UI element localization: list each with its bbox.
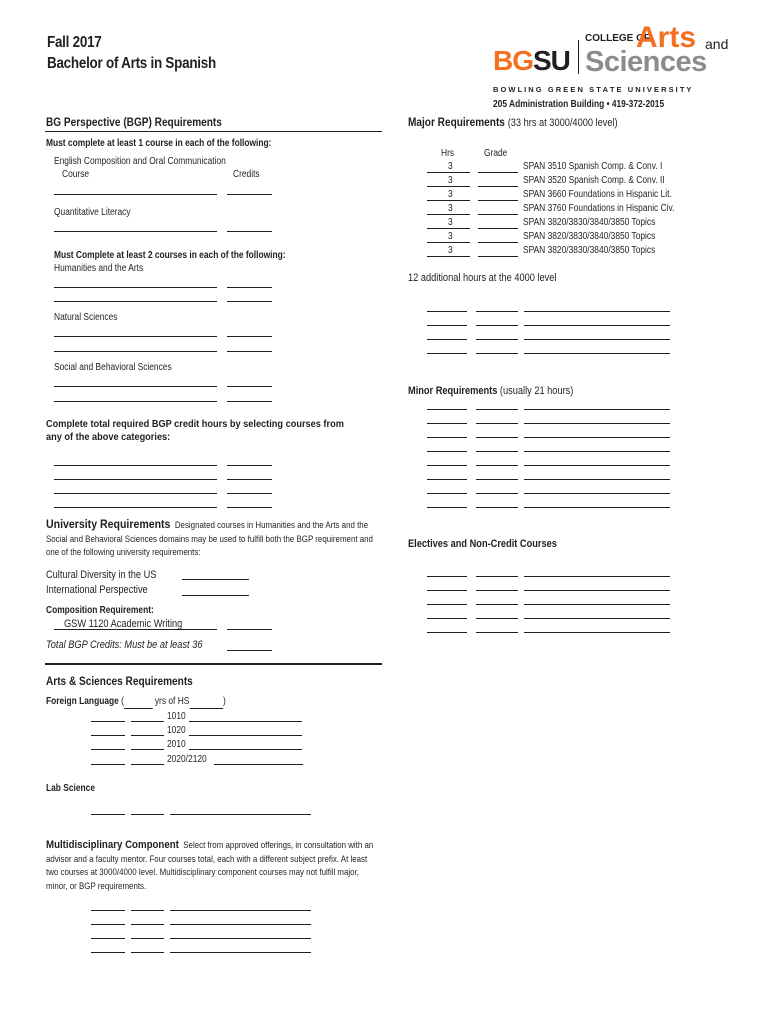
international-field[interactable] xyxy=(182,595,249,596)
elective-hrs-field[interactable] xyxy=(427,632,467,633)
foreign-language-label: Foreign Language xyxy=(46,696,119,707)
fl-field[interactable] xyxy=(131,735,164,736)
major-4000-grade-field[interactable] xyxy=(476,353,518,354)
yrs-hs-label: yrs of HS xyxy=(154,696,190,707)
bgp-extra-credits-field[interactable] xyxy=(227,479,272,480)
multi-field[interactable] xyxy=(131,924,164,925)
fl-field[interactable] xyxy=(189,735,302,736)
multi-field[interactable] xyxy=(131,952,164,953)
major-row-course: SPAN 3820/3830/3840/3850 Topics xyxy=(523,231,656,242)
multi-field[interactable] xyxy=(91,924,125,925)
fl-field[interactable] xyxy=(214,764,303,765)
minor-hrs-field[interactable] xyxy=(427,451,467,452)
multi-course-field[interactable] xyxy=(170,938,311,939)
hs-field[interactable] xyxy=(189,695,223,709)
minor-grade-field[interactable] xyxy=(476,423,518,424)
fl-field[interactable] xyxy=(91,749,125,750)
social-credits-field[interactable] xyxy=(227,386,272,387)
major-hrs-line xyxy=(427,200,470,201)
minor-hrs-field[interactable] xyxy=(427,507,467,508)
elective-course-field[interactable] xyxy=(524,632,670,633)
minor-hrs-field[interactable] xyxy=(427,437,467,438)
humanities-course-field[interactable] xyxy=(54,301,217,302)
minor-grade-field[interactable] xyxy=(476,437,518,438)
fl-field[interactable] xyxy=(91,721,125,722)
bgp-course-label: Course xyxy=(62,169,90,180)
fl-field[interactable] xyxy=(131,764,164,765)
elective-hrs-field[interactable] xyxy=(427,618,467,619)
address: 205 Administration Building • 419-372-2015 xyxy=(493,99,665,110)
fl-course-1010: 1010 xyxy=(167,711,186,722)
composition-heading: Composition Requirement: xyxy=(46,605,154,616)
major-4000-course-field[interactable] xyxy=(524,353,670,354)
degree-title: Bachelor of Arts in Spanish xyxy=(47,55,216,72)
fl-field[interactable] xyxy=(131,749,164,750)
bgp-extra-credits-field[interactable] xyxy=(227,507,272,508)
foreign-language-row xyxy=(46,695,226,709)
social-course-field[interactable] xyxy=(54,401,217,402)
major-grade-field[interactable] xyxy=(478,242,518,243)
minor-hrs-field[interactable] xyxy=(427,493,467,494)
multi-field[interactable] xyxy=(131,938,164,939)
social-credits-field[interactable] xyxy=(227,401,272,402)
multi-block xyxy=(46,839,379,893)
minor-heading: Minor Requirements xyxy=(408,385,498,397)
lab-science-label: Lab Science xyxy=(46,783,96,794)
minor-course-field[interactable] xyxy=(524,479,670,480)
major-row-course: SPAN 3820/3830/3840/3850 Topics xyxy=(523,245,656,256)
logo-college-of: COLLEGE OF xyxy=(585,33,650,44)
social-course-field[interactable] xyxy=(54,386,217,387)
elective-course-field[interactable] xyxy=(524,604,670,605)
fl-field[interactable] xyxy=(91,764,125,765)
multi-heading: Multidisciplinary Component xyxy=(46,839,179,851)
major-heading-row xyxy=(408,115,618,131)
major-row-hrs: 3 xyxy=(448,161,453,172)
major-row-hrs: 3 xyxy=(448,175,453,186)
minor-course-field[interactable] xyxy=(524,507,670,508)
electives-heading: Electives and Non-Credit Courses xyxy=(408,538,557,550)
bgp-humanities-label: Humanities and the Arts xyxy=(54,263,144,274)
total-bgp-field[interactable] xyxy=(227,650,272,651)
international-label: International Perspective xyxy=(46,584,148,596)
quant-course-field[interactable] xyxy=(54,231,217,232)
major-heading-note: (33 hrs at 3000/4000 level) xyxy=(507,117,618,129)
multi-field[interactable] xyxy=(131,910,164,911)
english-credits-field[interactable] xyxy=(227,194,272,195)
major-4000-course-field[interactable] xyxy=(524,325,670,326)
minor-course-field[interactable] xyxy=(524,423,670,424)
cultural-field[interactable] xyxy=(182,579,249,580)
major-hrs-line xyxy=(427,214,470,215)
lab-field[interactable] xyxy=(91,814,125,815)
humanities-credits-field[interactable] xyxy=(227,301,272,302)
major-row-hrs: 3 xyxy=(448,203,453,214)
major-hrs-line xyxy=(427,242,470,243)
elective-hrs-field[interactable] xyxy=(427,576,467,577)
elective-grade-field[interactable] xyxy=(476,576,518,577)
major-4000-hrs-field[interactable] xyxy=(427,353,467,354)
quant-credits-field[interactable] xyxy=(227,231,272,232)
as-heading: Arts & Sciences Requirements xyxy=(46,674,193,688)
paren-close: ) xyxy=(222,696,226,707)
minor-hrs-field[interactable] xyxy=(427,465,467,466)
major-hrs-line xyxy=(427,172,470,173)
major-row-course: SPAN 3510 Spanish Comp. & Conv. I xyxy=(523,161,663,172)
humanities-credits-field[interactable] xyxy=(227,287,272,288)
minor-course-field[interactable] xyxy=(524,409,670,410)
multi-note: Select from approved offerings, in consultation with an advisor and a faculty mentor. Four courses total, each with a different subject prefix. At least two courses at 3000/4000 level. Multidisciplinary component courses may not fulfill major, minor, or BGP requirements. xyxy=(46,840,374,891)
multi-field[interactable] xyxy=(91,910,125,911)
multi-course-field[interactable] xyxy=(170,952,311,953)
cultural-label: Cultural Diversity in the US xyxy=(46,569,157,581)
multi-course-field[interactable] xyxy=(170,924,311,925)
minor-grade-field[interactable] xyxy=(476,479,518,480)
major-row-hrs: 3 xyxy=(448,217,453,228)
section-divider xyxy=(45,663,382,665)
gsw-course-line xyxy=(54,629,217,630)
minor-note: (usually 21 hours) xyxy=(499,385,574,397)
fl-field[interactable] xyxy=(91,735,125,736)
bgp-natural-label: Natural Sciences xyxy=(54,312,118,323)
university-heading: University Requirements xyxy=(46,517,171,531)
fl-field[interactable] xyxy=(189,749,302,750)
english-course-field[interactable] xyxy=(54,194,217,195)
fl-course-2020: 2020/2120 xyxy=(167,754,207,765)
bgp-english-label: English Composition and Oral Communication xyxy=(54,156,226,167)
bgp-credits-label: Credits xyxy=(233,169,260,180)
major-hrs-line xyxy=(427,186,470,187)
major-hrs-line xyxy=(427,256,470,257)
major-4000-hrs-field[interactable] xyxy=(427,311,467,312)
major-row-course: SPAN 3520 Spanish Comp. & Conv. II xyxy=(523,175,665,186)
natural-course-field[interactable] xyxy=(54,351,217,352)
bgp-heading-rule xyxy=(45,131,382,132)
university-note: Designated courses in Humanities and the Arts and the Social and Behavioral Sciences domains may be used to fulfill both the BGP requirement and one of the following university requirements: xyxy=(46,520,373,557)
bgp-extra-credits-field[interactable] xyxy=(227,493,272,494)
bgp-must1: Must complete at least 1 course in each of the following: xyxy=(46,138,272,149)
bgp-extra-credits-field[interactable] xyxy=(227,465,272,466)
elective-course-field[interactable] xyxy=(524,590,670,591)
major-hrs-line xyxy=(427,228,470,229)
minor-grade-field[interactable] xyxy=(476,507,518,508)
logo-and: and xyxy=(705,36,729,52)
minor-hrs-field[interactable] xyxy=(427,423,467,424)
major-grade-field[interactable] xyxy=(478,228,518,229)
major-4000-grade-field[interactable] xyxy=(476,311,518,312)
major-4000-hrs-field[interactable] xyxy=(427,325,467,326)
lab-course-field[interactable] xyxy=(170,814,311,815)
major-row-hrs: 3 xyxy=(448,189,453,200)
bgp-quant-label: Quantitative Literacy xyxy=(54,207,131,218)
logo-sciences: Sciences xyxy=(585,46,707,78)
multi-field[interactable] xyxy=(91,938,125,939)
grade-column-label: Grade xyxy=(484,148,508,159)
logo-arts: Arts xyxy=(636,21,697,54)
gsw-label: GSW 1120 Academic Writing xyxy=(64,618,183,630)
fl-field[interactable] xyxy=(131,721,164,722)
bgp-heading: BG Perspective (BGP) Requirements xyxy=(46,115,222,129)
major-row-course: SPAN 3660 Foundations in Hispanic Lit. xyxy=(523,189,672,200)
logo-divider xyxy=(578,40,579,74)
minor-course-field[interactable] xyxy=(524,465,670,466)
major-row-course: SPAN 3760 Foundations in Hispanic Civ. xyxy=(523,203,675,214)
minor-hrs-field[interactable] xyxy=(427,479,467,480)
gsw-credits-field[interactable] xyxy=(227,629,272,630)
major-heading: Major Requirements xyxy=(408,115,505,129)
major-grade-field[interactable] xyxy=(478,172,518,173)
minor-course-field[interactable] xyxy=(524,437,670,438)
major-row-hrs: 3 xyxy=(448,245,453,256)
major-4000-grade-field[interactable] xyxy=(476,325,518,326)
logo-university: B O W L I N G G R E E N S T A T E U N I V E R S I T Y xyxy=(493,85,692,94)
fl-course-1020: 1020 xyxy=(167,725,186,736)
paren-open: ( xyxy=(121,696,124,707)
elective-course-field[interactable] xyxy=(524,576,670,577)
bgp-must2: Must Complete at least 2 courses in each of the following: xyxy=(54,250,286,261)
bgp-extra-course-field[interactable] xyxy=(54,493,217,494)
bgp-complete-total: Complete total required BGP credit hours by selecting courses from any of the above categories: xyxy=(46,419,344,443)
lab-field[interactable] xyxy=(131,814,164,815)
fl-course-2010: 2010 xyxy=(167,739,186,750)
bgp-extra-course-field[interactable] xyxy=(54,465,217,466)
natural-course-field[interactable] xyxy=(54,336,217,337)
major-row-course: SPAN 3820/3830/3840/3850 Topics xyxy=(523,217,656,228)
bgp-extra-course-field[interactable] xyxy=(54,507,217,508)
term-title: Fall 2017 xyxy=(47,34,102,51)
major-grade-field[interactable] xyxy=(478,256,518,257)
elective-course-field[interactable] xyxy=(524,618,670,619)
major-4000-hrs-field[interactable] xyxy=(427,339,467,340)
major-grade-field[interactable] xyxy=(478,186,518,187)
minor-grade-field[interactable] xyxy=(476,409,518,410)
hs-years-field[interactable] xyxy=(124,695,153,709)
hrs-column-label: Hrs xyxy=(441,148,455,159)
humanities-course-field[interactable] xyxy=(54,287,217,288)
bgp-social-label: Social and Behavioral Sciences xyxy=(54,362,172,373)
multi-course-field[interactable] xyxy=(170,910,311,911)
major-4000-grade-field[interactable] xyxy=(476,339,518,340)
major-4000-course-field[interactable] xyxy=(524,339,670,340)
elective-grade-field[interactable] xyxy=(476,618,518,619)
natural-credits-field[interactable] xyxy=(227,336,272,337)
bgp-extra-course-field[interactable] xyxy=(54,479,217,480)
minor-course-field[interactable] xyxy=(524,451,670,452)
fl-field[interactable] xyxy=(189,721,302,722)
university-block xyxy=(46,518,379,560)
logo-bg: BG xyxy=(493,45,533,76)
elective-grade-field[interactable] xyxy=(476,632,518,633)
major-grade-field[interactable] xyxy=(478,200,518,201)
minor-course-field[interactable] xyxy=(524,493,670,494)
elective-hrs-field[interactable] xyxy=(427,604,467,605)
major-additional-label: 12 additional hours at the 4000 level xyxy=(408,272,557,284)
multi-field[interactable] xyxy=(91,952,125,953)
minor-heading-row xyxy=(408,384,573,398)
minor-grade-field[interactable] xyxy=(476,493,518,494)
major-4000-course-field[interactable] xyxy=(524,311,670,312)
elective-hrs-field[interactable] xyxy=(427,590,467,591)
logo-su: SU xyxy=(533,45,570,76)
minor-hrs-field[interactable] xyxy=(427,409,467,410)
major-grade-field[interactable] xyxy=(478,214,518,215)
natural-credits-field[interactable] xyxy=(227,351,272,352)
total-bgp-label: Total BGP Credits: Must be at least 36 xyxy=(46,639,203,651)
elective-grade-field[interactable] xyxy=(476,590,518,591)
elective-grade-field[interactable] xyxy=(476,604,518,605)
minor-grade-field[interactable] xyxy=(476,451,518,452)
minor-grade-field[interactable] xyxy=(476,465,518,466)
major-row-hrs: 3 xyxy=(448,231,453,242)
